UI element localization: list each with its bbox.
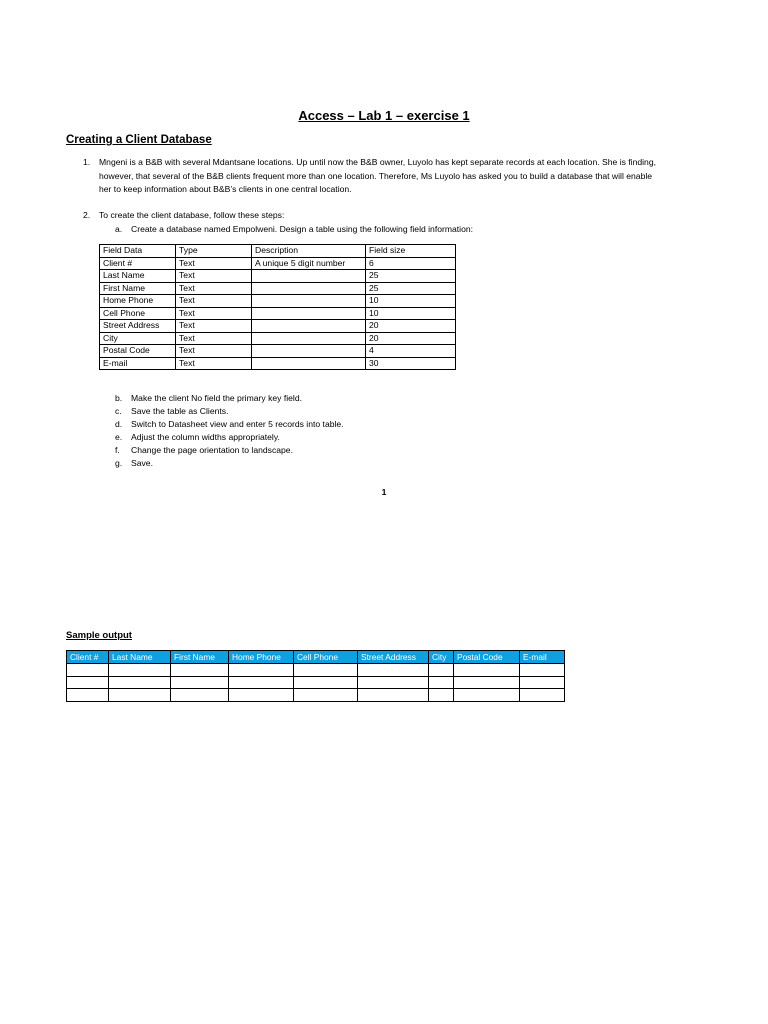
table-cell bbox=[520, 689, 565, 702]
step-text: Adjust the column widths appropriately. bbox=[131, 432, 280, 442]
step-a bbox=[115, 223, 768, 236]
paragraph-line: Mngeni is a B&B with several Mdantsane locations. Up until now the B&B owner, Luyolo has kept separate records at each location. She is finding, bbox=[99, 157, 656, 167]
table-cell bbox=[67, 664, 109, 677]
list-item-2 bbox=[83, 209, 285, 223]
list-number: 1. bbox=[83, 157, 91, 167]
table-cell: 25 bbox=[366, 282, 456, 295]
table-cell bbox=[454, 664, 520, 677]
step-letter: e. bbox=[115, 432, 123, 442]
step-text: Save the table as Clients. bbox=[131, 406, 229, 416]
table-cell bbox=[252, 270, 366, 283]
table-cell: Text bbox=[176, 307, 252, 320]
table-cell bbox=[429, 664, 454, 677]
table-row bbox=[100, 295, 456, 308]
step-text: Create a database named Empolweni. Design a table using the following field information: bbox=[131, 224, 474, 234]
table-cell bbox=[109, 664, 171, 677]
step-text: Make the client No field the primary key field. bbox=[131, 393, 302, 403]
table-cell bbox=[252, 332, 366, 345]
table-cell: E-mail bbox=[100, 357, 176, 370]
table-cell bbox=[520, 676, 565, 689]
sample-header-cell: Home Phone bbox=[229, 651, 294, 664]
sample-header-cell: City bbox=[429, 651, 454, 664]
table-cell: City bbox=[100, 332, 176, 345]
table-cell bbox=[252, 295, 366, 308]
table-cell bbox=[358, 676, 429, 689]
steps-list bbox=[115, 392, 344, 470]
table-cell: Text bbox=[176, 332, 252, 345]
table-cell bbox=[67, 676, 109, 689]
table-cell bbox=[358, 664, 429, 677]
field-table-header-row bbox=[100, 245, 456, 258]
table-row bbox=[100, 257, 456, 270]
table-cell: 6 bbox=[366, 257, 456, 270]
table-cell: Text bbox=[176, 295, 252, 308]
table-row bbox=[100, 307, 456, 320]
table-cell: 20 bbox=[366, 320, 456, 333]
table-cell bbox=[252, 357, 366, 370]
table-cell: Cell Phone bbox=[100, 307, 176, 320]
document-title: Access – Lab 1 – exercise 1 bbox=[298, 108, 470, 123]
table-cell bbox=[229, 664, 294, 677]
step-item bbox=[115, 431, 344, 444]
table-cell bbox=[429, 689, 454, 702]
table-cell: 4 bbox=[366, 345, 456, 358]
table-cell bbox=[294, 664, 358, 677]
table-cell: Text bbox=[176, 357, 252, 370]
step-item bbox=[115, 418, 344, 431]
table-cell bbox=[109, 689, 171, 702]
page-number: 1 bbox=[381, 487, 387, 497]
table-row bbox=[100, 270, 456, 283]
field-table-header-cell: Field Data bbox=[100, 245, 176, 258]
paragraph-line: her to keep information about B&B’s clients in one central location. bbox=[99, 184, 352, 194]
sample-header-cell: Street Address bbox=[358, 651, 429, 664]
table-cell bbox=[358, 689, 429, 702]
table-cell bbox=[252, 345, 366, 358]
table-cell: Home Phone bbox=[100, 295, 176, 308]
table-cell: 10 bbox=[366, 307, 456, 320]
table-row bbox=[100, 357, 456, 370]
paragraph-line: To create the client database, follow these steps: bbox=[99, 210, 285, 220]
sample-output-heading: Sample output bbox=[66, 630, 132, 641]
table-cell bbox=[252, 320, 366, 333]
step-text: Save. bbox=[131, 458, 153, 468]
table-row bbox=[67, 689, 565, 702]
paragraph-line: however, that several of the B&B clients frequent more than one location. Therefore, Ms Luyolo has asked you to build a database that will enable bbox=[99, 170, 653, 181]
table-cell bbox=[67, 689, 109, 702]
step-letter: b. bbox=[115, 393, 123, 403]
table-cell: Text bbox=[176, 345, 252, 358]
sample-header-cell: Postal Code bbox=[454, 651, 520, 664]
table-row bbox=[67, 664, 565, 677]
step-letter: d. bbox=[115, 419, 123, 429]
field-table-header-cell: Field size bbox=[366, 245, 456, 258]
table-cell: Client # bbox=[100, 257, 176, 270]
table-cell bbox=[294, 689, 358, 702]
table-cell bbox=[429, 676, 454, 689]
table-cell: A unique 5 digit number bbox=[252, 257, 366, 270]
table-cell: 10 bbox=[366, 295, 456, 308]
table-cell bbox=[454, 689, 520, 702]
field-info-table bbox=[99, 244, 456, 370]
step-item bbox=[115, 457, 344, 470]
table-cell bbox=[454, 676, 520, 689]
sample-header-cell: Client # bbox=[67, 651, 109, 664]
list-item-1 bbox=[83, 156, 656, 197]
step-letter: c. bbox=[115, 406, 122, 416]
section-heading: Creating a Client Database bbox=[66, 134, 212, 146]
table-cell: Postal Code bbox=[100, 345, 176, 358]
table-cell bbox=[109, 676, 171, 689]
sample-header-cell: First Name bbox=[171, 651, 229, 664]
table-row bbox=[100, 282, 456, 295]
step-text: Switch to Datasheet view and enter 5 records into table. bbox=[131, 419, 344, 429]
table-cell bbox=[229, 676, 294, 689]
list-number: 2. bbox=[83, 210, 91, 220]
table-cell: Text bbox=[176, 270, 252, 283]
table-cell bbox=[171, 676, 229, 689]
table-cell: Text bbox=[176, 282, 252, 295]
table-row bbox=[100, 320, 456, 333]
table-cell: Text bbox=[176, 320, 252, 333]
step-letter: f. bbox=[115, 445, 120, 455]
table-cell: First Name bbox=[100, 282, 176, 295]
sample-header-cell: Cell Phone bbox=[294, 651, 358, 664]
table-row bbox=[100, 332, 456, 345]
table-cell bbox=[171, 664, 229, 677]
table-cell bbox=[520, 664, 565, 677]
sample-header-cell: Last Name bbox=[109, 651, 171, 664]
field-table-header-cell: Type bbox=[176, 245, 252, 258]
table-row bbox=[67, 676, 565, 689]
table-row bbox=[100, 345, 456, 358]
table-cell: 25 bbox=[366, 270, 456, 283]
table-cell bbox=[294, 676, 358, 689]
step-letter: a. bbox=[115, 224, 123, 234]
table-cell bbox=[171, 689, 229, 702]
sample-output-table bbox=[66, 650, 565, 702]
table-cell: 30 bbox=[366, 357, 456, 370]
step-item bbox=[115, 444, 344, 457]
step-item bbox=[115, 392, 344, 405]
table-cell bbox=[229, 689, 294, 702]
step-item bbox=[115, 405, 344, 418]
table-cell: Last Name bbox=[100, 270, 176, 283]
table-cell: Text bbox=[176, 257, 252, 270]
table-cell: 20 bbox=[366, 332, 456, 345]
table-cell bbox=[252, 307, 366, 320]
step-letter: g. bbox=[115, 458, 123, 468]
sample-header-cell: E-mail bbox=[520, 651, 565, 664]
step-text: Change the page orientation to landscape. bbox=[131, 445, 293, 455]
field-table-header-cell: Description bbox=[252, 245, 366, 258]
sample-header-row bbox=[67, 651, 565, 664]
table-cell bbox=[252, 282, 366, 295]
table-cell: Street Address bbox=[100, 320, 176, 333]
